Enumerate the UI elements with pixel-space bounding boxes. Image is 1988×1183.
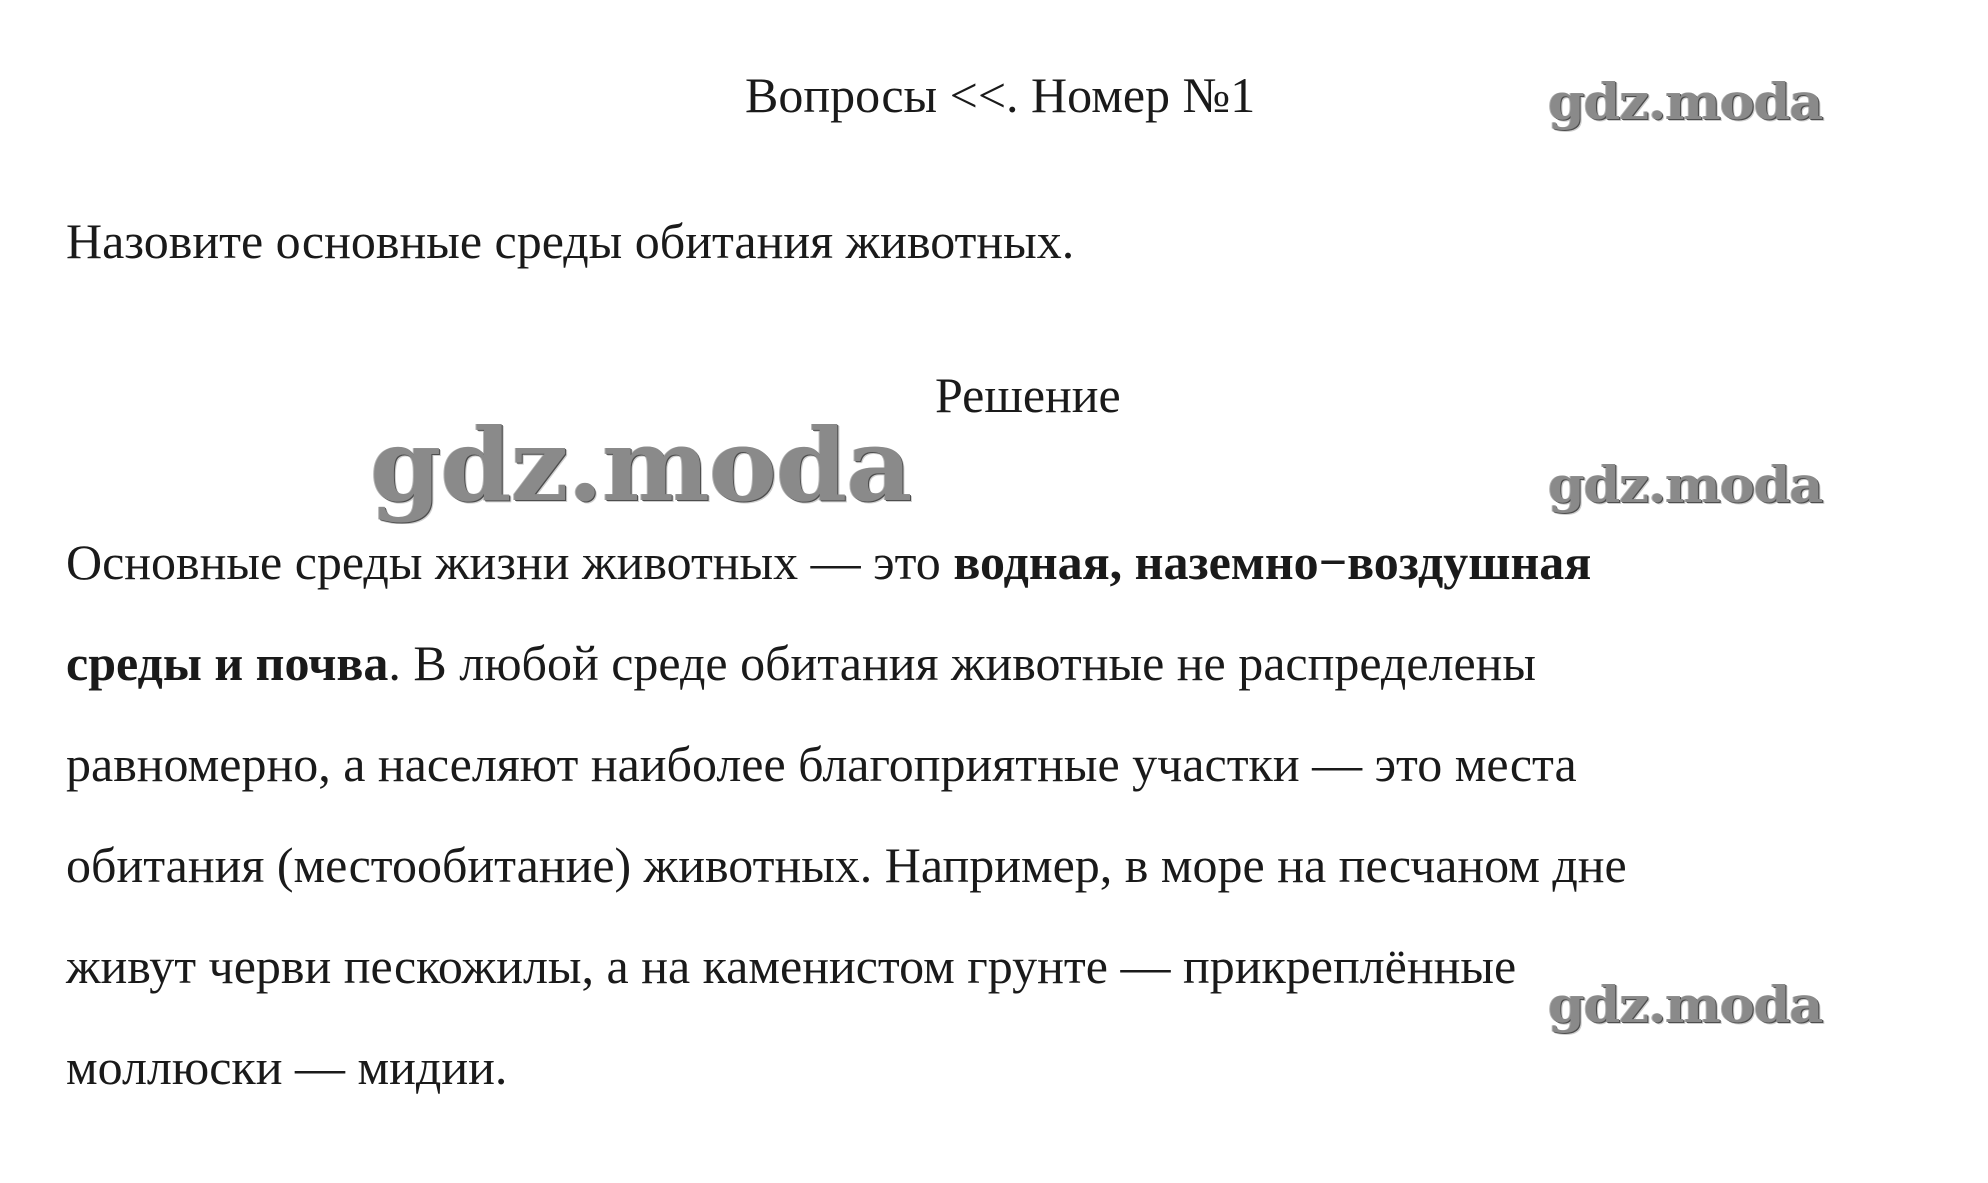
answer-line-3: равномерно, а населяют наиболее благоприятные участки — это места xyxy=(66,736,1577,792)
watermark-logo: gdz.moda xyxy=(370,406,912,524)
answer-line-1-bold: водная, наземно−воздушная xyxy=(953,534,1592,590)
answer-line-4: обитания (местообитание) животных. Например, в море на песчаном дне xyxy=(66,837,1627,893)
answer-line-2-bold: среды и почва xyxy=(66,635,389,691)
question-text: Назовите основные среды обитания животных. xyxy=(66,213,1075,269)
watermark-logo: gdz.moda xyxy=(1548,975,1823,1034)
answer-line-5: живут черви пескожилы, а на каменистом грунте — прикреплённые xyxy=(66,938,1517,994)
answer-line-1-plain: Основные среды жизни животных — это xyxy=(66,534,954,590)
answer-line-2-plain: . В любой среде обитания животные не распределены xyxy=(388,635,1537,691)
solution-heading: Решение xyxy=(935,367,1121,423)
watermark-logo: gdz.moda xyxy=(1548,455,1823,514)
answer-line-2 xyxy=(66,613,1946,714)
answer-line-1 xyxy=(66,512,1946,613)
page-title: Вопросы <<. Номер №1 xyxy=(745,67,1256,123)
answer-line-6: моллюски — мидии. xyxy=(66,1039,508,1095)
watermark-logo: gdz.moda xyxy=(1548,72,1823,131)
